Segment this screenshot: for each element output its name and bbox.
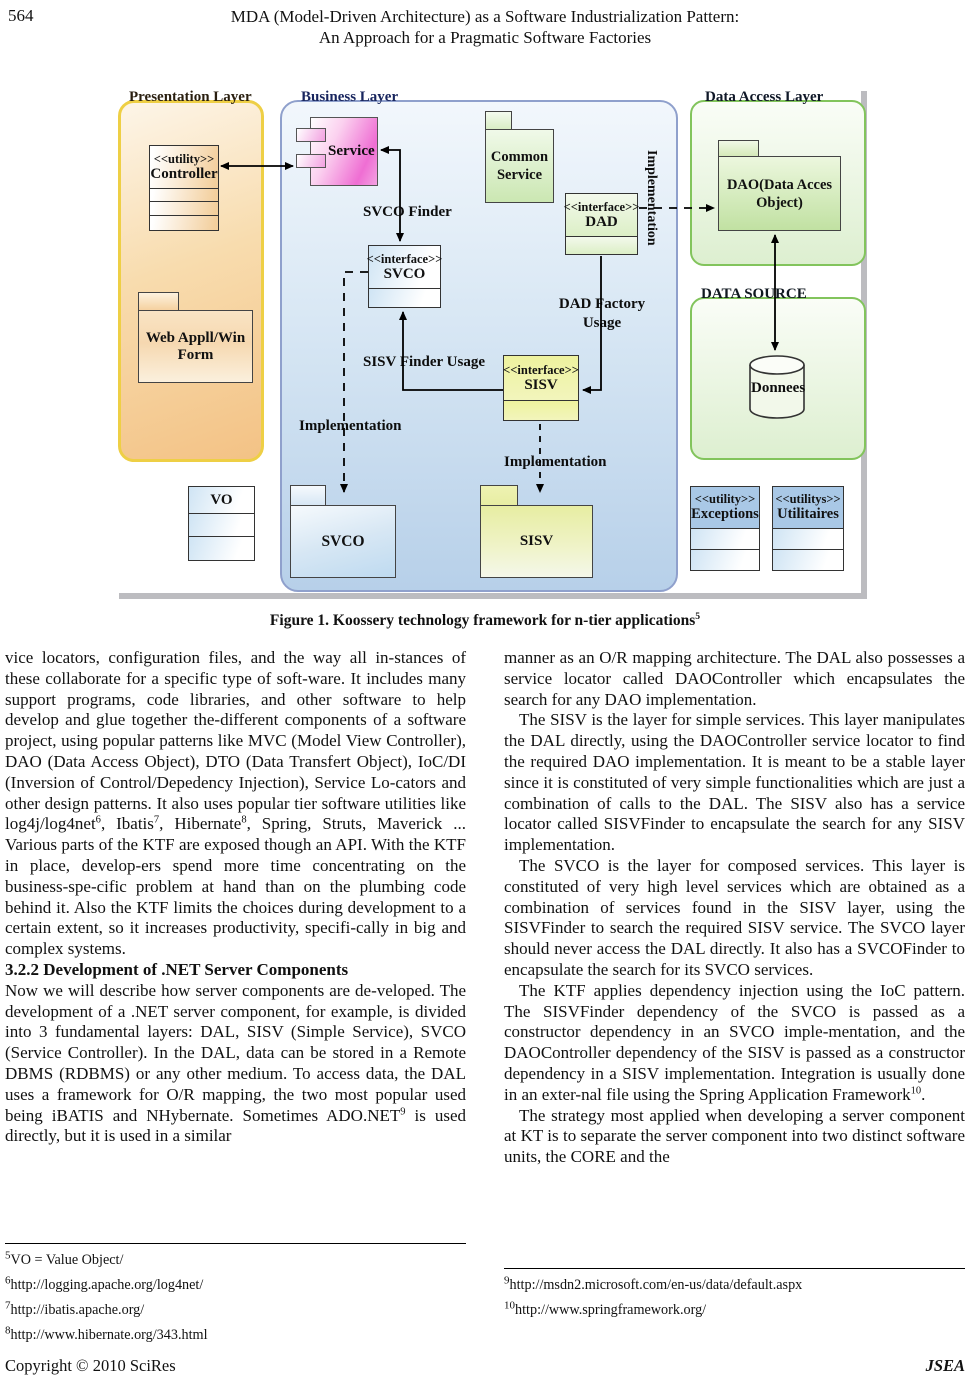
dao-folder-tab [718,140,759,157]
common-service-label-line2: Service [496,167,543,183]
utilitaires-ops-compartment [773,549,843,570]
web-form-folder-body [138,310,253,383]
footnote-9 [504,1273,965,1298]
paper-title-line1: MDA (Model-Driven Architecture) as a Software Industrialization Pattern: [230,7,740,26]
svco-folder-tab [290,485,326,506]
controller-stereotype: <<utility>> [153,151,215,166]
footnote-8 [5,1323,466,1348]
exceptions-ops-compartment [691,549,759,570]
dad-factory-line2: Usage [582,315,622,331]
sisv-folder-tab [480,485,518,506]
footnote-7 [5,1298,466,1323]
dad-interface-box [565,193,638,255]
footnote-5 [5,1248,466,1273]
paper-title-line2: An Approach for a Pragmatic Software Factories [318,28,652,47]
footnotes-left [5,1243,466,1348]
figure-caption: Figure 1. Koossery technology framework for n-tier applications$^5$ [269,610,701,629]
donnees-database [748,354,806,421]
footnote-8-text: http://www.hibernate.org/343.html [10,1327,208,1343]
vo-ops-compartment [189,536,254,560]
right-paragraph-3: The SVCO is the layer for composed services. This layer is constituted of very high level services which are obtained as a combination of services found in the SISV layer, using the SISVFinder to search the required SISV service. The SVCO layer should never access the DAL directly. It also has a SVCOFinder to encapsulate the search for its SVCO services. [504,855,965,979]
left-column [5,648,466,1147]
data-source-label: DATA SOURCE [701,286,807,302]
implementation-left-label: Implementation [299,418,402,434]
common-service-label-line1: Common [490,149,549,165]
dad-interface-stereotype: <<interface>> [563,199,640,214]
footnote-8-num: 8 [5,1324,11,1337]
controller-class-box [149,145,219,231]
footnotes-right [504,1268,965,1323]
sisv-interface-stereotype: <<interface>> [503,362,579,377]
footnote-7-text: http://ibatis.apache.org/ [10,1302,145,1318]
footnote-rule-left [5,1243,466,1244]
footnote-rule-right [504,1268,965,1269]
footnote-6 [5,1273,466,1298]
sisv-folder-label: SISV [519,533,554,549]
exceptions-class-box [690,486,760,571]
svco-interface-name: SVCO [383,265,426,282]
page-number: 564 [8,6,34,25]
exceptions-attrs-compartment [691,528,759,549]
svco-interface-box [368,245,441,308]
paper-title [0,6,970,48]
vo-attrs-compartment [189,513,254,536]
footnote-9-text: http://msdn2.microsoft.com/en-us/data/default.aspx [509,1277,803,1293]
controller-attrs-compartment [150,188,218,201]
dad-factory-usage-label [558,295,646,333]
business-layer-label: Business Layer [301,89,399,105]
controller-extra-compartment [150,215,218,230]
service-label: Service [328,143,375,159]
controller-name: Controller [150,165,218,182]
copyright-notice: Copyright © 2010 SciRes [5,1356,176,1375]
service-component-port-top [296,128,326,142]
common-service-folder-body [485,129,554,203]
svco-folder-body [290,505,396,578]
footnote-6-text: http://logging.apache.org/log4net/ [10,1277,204,1293]
sisv-interface-name: SISV [524,376,558,393]
presentation-layer-label: Presentation Layer [129,89,252,105]
footnote-10 [504,1298,965,1323]
sisv-interface-box [503,355,579,421]
data-access-layer-label: Data Access Layer [705,89,824,105]
footnote-10-num: 10 [504,1299,515,1312]
right-paragraph-1: manner as an O/R mapping architecture. The DAL also possesses a service locator called DAOController which encapsulates the search for any DAO implementation. [504,648,965,709]
footnote-5-num: 5 [5,1249,11,1262]
right-column [504,648,965,1168]
dad-interface-name: DAD [585,213,618,230]
sisv-finder-usage-label: SISV Finder Usage [363,354,485,370]
utilitaires-class-box [772,486,844,571]
footnote-6-num: 6 [5,1274,11,1287]
service-component-port-bottom [296,154,326,168]
vo-class-box [188,486,255,561]
exceptions-name: Exceptions [691,506,759,522]
right-paragraph-5: The strategy most applied when developing a server component at KT is to separate the server component into two distinct software units, the CORE and the [504,1105,965,1167]
right-paragraph-2: The SISV is the layer for simple services. This layer manipulates the DAL directly, using the DAOController service locator to find the required DAO implementation. It is meant to be a stable layer since it is constituted of very simple functionalities which are just a combination of calls to the DAL. The SISV also has a service locator called SISVFinder to encapsulate the search for any SISV implementation. [504,710,965,855]
journal-abbreviation: JSEA [925,1356,965,1375]
dad-factory-line1: DAD Factory [558,296,646,312]
exceptions-stereotype: <<utility>> [694,492,756,506]
web-form-folder-tab [138,292,179,311]
dao-label-line2: Object) [756,194,803,211]
utilitaires-attrs-compartment [773,528,843,549]
footnote-10-text: http://www.springframework.org/ [515,1302,707,1318]
donnees-label: Donnees [751,380,806,396]
sisv-interface-compartment [504,400,578,420]
utilitaires-name: Utilitaires [777,506,839,522]
figure-border-bottom [119,593,867,599]
svco-interface-stereotype: <<interface>> [366,251,443,266]
vo-name: VO [210,491,233,508]
section-heading-322: 3.2.2 Development of .NET Server Components [5,959,349,979]
left-paragraph-2: Now we will describe how server components are de-veloped. The development of a .NET server component, for example, is divided into 3 fundamental layers: DAL, SISV (Simple Service), SVCO (Service Controller). In the DAL, data can be stored in a Remote DBMS (RDBMS) or any other medium. To access data, the DAL uses a framework for O/R mapping, the two most popular used being iBATIS and NHybernate. Sometimes ADO.NET$^9$ is used directly, but it is used in a similar [5,980,466,1146]
dad-interface-compartment [566,236,637,254]
svco-interface-compartment [369,288,440,307]
svco-folder-label: SVCO [321,532,365,550]
right-paragraph-4: The KTF applies dependency injection using the IoC pattern. The SISVFinder dependency of the SVCO is passed as a constructor dependency in an SVCO imple-mentation, and the DAOController dependency of the SISV is passed as a constructor dependency in a SISV implementation. Integration is usually done in an exter-nal file using the Spring Application Framework$^{10}$. [504,980,965,1104]
dao-label-line1: DAO(Data Acces [726,176,833,193]
footnote-5-text: VO = Value Object/ [10,1252,124,1268]
footnote-9-num: 9 [504,1274,510,1287]
utilitaires-stereotype: <<utilitys>> [775,492,841,506]
implementation-vertical-label: Implementation [644,150,659,246]
implementation-center-label: Implementation [504,454,607,470]
dao-folder-body [718,156,841,231]
common-service-folder-tab [485,111,512,130]
footnote-7-num: 7 [5,1299,11,1312]
svco-finder-label: SVCO Finder [363,204,452,220]
sisv-folder-body [480,505,593,578]
figure-1-diagram [115,88,868,600]
controller-ops-compartment [150,201,218,215]
left-paragraph-1: vice locators, configuration files, and the way all in-stances of these collaborate for a specific type of soft-ware. It includes many support programs, code libraries, and other software to help develop and glue together the-different components of a software project, using popular patterns like MVC (Model View Controller), DAO (Data Access Object), DTO (Data Transfert Object), IoC/DI (Inversion of Control/Depedency Injection), Service Lo-cators and other design patterns. It also uses popular tier software utilities like log4j/log4net$^6$, Ibatis$^7$, Hibernate$^8$, Spring, Struts, Maverick ... Various parts of the KTF are exposed though an API. With the KTF in place, develop-ers spend more time concentrating on the business-spe-cific problem at hand than on the plumbing code behind it. Also the KTF limits the choices during development to a certain extent, so it increases productivity, specifi-cally in big and complex systems. [5,648,466,959]
web-form-label: Web Appll/Win Form [145,329,246,363]
